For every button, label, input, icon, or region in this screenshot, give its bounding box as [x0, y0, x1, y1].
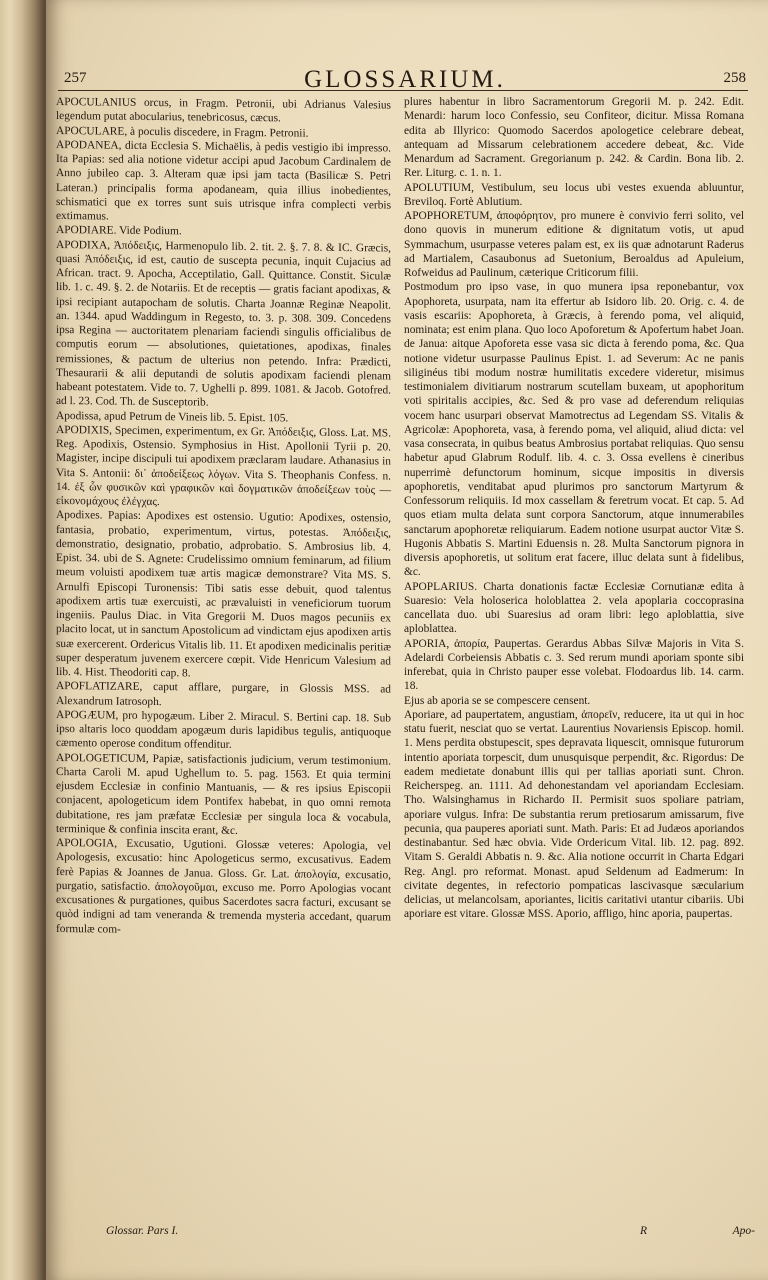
page	[46, 0, 768, 1280]
right-column	[404, 95, 744, 922]
entry-aporiare: Aporiare, ad paupertatem, angustiam, ἀπορεῖν, reducere, ita ut qui in hoc statu fuerit, nesciat quo se vertat. Laurentius Novariensis Episcop. homil. 1. Mens perdita obstupescit, spes depravata liquescit, omnisque futurorum intentio aporiata torpescit, dum unusquisque perpendit, &c. Rigordus: De eadem medietate donabunt illis qui per tallias aporiati sunt. Chron. Reicherspeg. an. 1111. Ad dehonestandam vel aporiandam Ecclesiam. Tho. Walsinghamus in Richardo II. Permisit suos spoliare patriam, aporiare vulgus. Infra: De substantia rerum pretiosarum amissarum, five pecunia, qua pauperes aporiati sunt. Math. Paris: Et ad Judæos aporiandos destinabantur. Sed hæc obvia. Vide Ordericum Vital. lib. 12. pag. 892. Vitam S. Geraldi Abbatis n. 9. &c. Alia notione occurrit in Charta Edgari Reg. Angl. pro reformat. Monast. apud Seldenum ad Eadmerum: In civitate degentes, in refectorio pompaticas lascivasque sæcularium delicias, ut melancolsam, aporiantes, licitis caritativi utantur cibariis. Ubi aporiare est vitare. Glossæ MSS. Aporio, affligo, hinc aporia, paupertas.	[404, 708, 744, 921]
catchword: Apo-	[732, 1225, 755, 1237]
entry-apodixa: APODIXA, Ἀπόδειξις, Harmenopulo lib. 2. tit. 2. §. 7. 8. & IC. Græcis, quasi Ἀπόδειξις, id est, cautio de suscepta pecunia, inquit Cujacius ad African. tract. 9. Apocha, Acceptilatio, Gall. Quittance. Constit. Siculæ lib. 1. c. 49. §. 2. de Notariis. Et de receptis — gratis faciant apodixas, & ipsi recipiant autapocham de solutis. Charta Joannæ Reginæ Neapolit. an. 1344. apud Waddingum in Regesto, to. 3. p. 308. 309. Concedens ipsa Regina — auctoritatem plenariam faciendi singulis officialibus de computis eorum — absolutiones, quietationes, apodixas, finales remissiones, & pactum de ulterius non petendo. Infra: Prædicti, Thesaurarii & alii deputandi de solutis apodixam faciendi plenam habeant potestatem. Vide to. 7. Ughelli p. 899. 1081. & Jacob. Gotofred. ad l. 23. Cod. Th. de Susceptorib.	[56, 238, 391, 409]
left-column	[56, 95, 391, 939]
entry-aporia: APORIA, ἀπορία, Paupertas. Gerardus Abbas Silvæ Majoris in Vita S. Adelardi Corbeiensis Abbatis c. 3. Sed rerum mundi aporiam sponte sibi inferebat, quia in Christo pauper esse volebat. Flodoardus lib. 14. carm. 18.	[404, 637, 744, 693]
signature-mark: R	[640, 1225, 648, 1237]
entry-apolutium: APOLUTIUM, Vestibulum, seu locus ubi vestes exuenda abluuntur, Breviloq. Fortè Ablutium.	[404, 181, 744, 208]
header-rule	[58, 90, 748, 91]
entry-apoplarius: APOPLARIUS. Charta donationis factæ Ecclesiæ Cornutianæ edita à Suaresio: Vela holoserica holoblattea 2. vela apoplaria coccoprasina cancellata duo. ubi Suaresius ad oram libri: lego aploblattia, sive aploblattea.	[404, 580, 744, 636]
entry-apoculare: APOCULARE, à poculis discedere, in Fragm. Petronii.	[56, 124, 309, 140]
verse-quote: Ejus ab aporia se se compescere censent.	[404, 694, 591, 707]
running-head	[64, 66, 746, 96]
entry-apoculanius: APOCULANIUS orcus, in Fragm. Petronii, ubi Adrianus Valesius legendum putat abocularius, tenebricosus, cæcus.	[56, 96, 391, 125]
entry-apodissa: Apodissa, apud Petrum de Vineis lib. 5. Epist. 105.	[56, 409, 289, 424]
entry-apoflatizare: APOFLATIZARE, caput afflare, purgare, in Glossis MSS. ad Alexandrum Iatrosoph.	[56, 680, 391, 708]
entry-apophoreta: Postmodum pro ipso vase, in quo munera ipsa reponebantur, vox Apophoreta, usurpata, nam ita effertur ab Isidoro lib. 20. Orig. c. 4. de vasis escariis: Apophoreta, à Græcis, à ferendo poma, vel aliquid, nominata; est enim plana. Quo loco Apoforetum & Apofertum habet Joan. de Janua: aitque Apoforeta esse vasa sic dicta à ferendo poma, &c. Qua notione videtur usurpasse Paulinus Epist. 1. ad Severum: Ac ne panis siliginéus tibi modum nostræ humilitatis excedere videretur, misimus testimonialem divitiarum nostrarum scutellam buxeam, ut apophoritum voti spiritalis accipies, &c. Sed & pro vase ad deferendum reliquias vocem hanc usurpari observat Mamotrectus ad Legendam SS. Vitalis & Agricolæ: Apophoreta, vasa, à ferendo poma, vel aliquid, aliud dicta: vel vasa consecrata, in quibus beatus Ambrosius portabat reliquias. Quo sensu habetur apud Glabrum Rodulf. lib. 4. c. 3. Ossa evellens è cineribus nuperrimè defunctorum hominum, sicque impositis in diversis apophoretis, venditabat apud plurimos pro sanctorum Martyrum & Confessorum reliquiis. Id mox cassellam & feretrum vocat. Et cap. 5. Ad quos etiam multa delata sunt corpora Sanctorum, atque innumerabiles sanctarum apophoretæ reliquiarum. Eadem notione usurpat auctor Vitæ S. Hugonis Abbatis S. Martini Eduensis n. 28. Multa Sanctorum pignora in diversis apophoretis, ut solitum erat facere, illuc delata sunt à fidelibus, &c.	[404, 281, 744, 579]
page-title: GLOSSARIUM.	[304, 66, 506, 93]
entry-apologia: APOLOGIA, Excusatio, Ugutioni. Glossæ veteres: Apologia, vel Apologesis, excusatio: hinc Apologeticus sermo, excusativus. Eadem ferè Papias & Joannes de Janua. Gloss. Gr. Lat. ἀπολογία, excusatio, purgatio, satisfactio. ἀπολογοῦμαι, excuso me. Porro Apologias vocant excusationes & purgationes, quibus Sacerdotes sacra facturi, excusant se quòd indigni ad tam veneranda & tremenda mysteria accedant, quarum formulæ com-	[56, 837, 391, 936]
entry-apogaeum: APOGÆUM, pro hypogæum. Liber 2. Miracul. S. Bertini cap. 18. Sub ipso altaris loco quoddam apogæum duris lapidibus tegulis, antiquoque cæmento operose conditum offenditur.	[56, 708, 391, 752]
entry-apodixes: Apodixes. Papias: Apodixes est ostensio. Ugutio: Apodixes, ostensio, fantasia, probatio, experimentum, virtus, potestas. Ἀπόδειξις, demonstratio, designatio, probatio, adprobatio. S. Ambrosius lib. 4. Epist. 34. ubi de S. Agnete: Crudelissimo omnium feminarum, ad filium meum voluisti apodixem tuæ artis magicæ demonstrare? Vita MS. S. Arnulfi Episcopi Turonensis: Tibi satis esse debuit, quod talentus apodixem artis tuæ exercuisti, ac prævaluisti in veneficiorum tuorum ingeniis. Paulus Diac. in Vita Gregorii M. Duos magos pecuniis ex placito locat, ut in sanctum Apostolicum ad vindictam ejus apodixen artis suæ exercerent. Ordericus Vitalis lib. 11. Et apodixen medicinalis peritiæ super desperatum juvenem exercere cœpit. Vide Henricum Valesium ad lib. 4. Hist. Theodoriti cap. 8.	[56, 509, 391, 680]
entry-apodiare: APODIARE. Vide Podium.	[56, 224, 182, 238]
page-number-left: 257	[64, 70, 87, 86]
entry-apodanea: APODANEA, dicta Ecclesia S. Michaëlis, à pedis vestigio ibi impresso. Ita Papias: sed alia notione videtur accipi apud Jacobum Cardinalem de Anno jubileo cap. 3. Alteram quæ ipsi jam tacta (Basilicæ S. Petri Lateran.) principalis forma apodaneam, quia illius inobedientes, schismatici que ex torres sunt suis utrisque infra complecti verbis extimamus.	[56, 138, 391, 223]
page-number-right: 258	[723, 70, 746, 86]
entry-apologia-cont: plures habentur in libro Sacramentorum Gregorii M. p. 242. Edit. Menardi: harum loco Confessio, seu Confiteor, dicitur. Missa Romana edita ab Illyrico: Quomodo Sacerdos apologetice celebrare debeat, antequam ad Missarum celebrationem accedere debeat, &c. Vide Menardum ad Sacrament. Gregorianum p. 242. & Cardin. Bona lib. 2. Rer. Liturg. c. 1. n. 1.	[404, 96, 744, 180]
entry-apophoretum: APOPHORETUM, ἀποφόρητον, pro munere è convivio ferri solito, vel dono quovis in munerum editione & dignitatum votis, ut apud Symmachum, usurpasse veteres palam est, ex iis quæ adnotarunt Raderus ad Martialem, Casaubonus ad Suetonium, Beroaldus ad Apuleium, Rofweidus ad Paulinum, cæterique Criticorum filii.	[404, 210, 744, 279]
facing-page-edge	[0, 0, 46, 1280]
entry-apodixis: APODIXIS, Specimen, experimentum, ex Gr. Ἀπόδειξις, Gloss. Lat. MS. Reg. Apodixis, Ostensio. Symphosius in Hist. Apollonii Tyrii p. 20. Magister, incipe discipuli tui apodixem præclaram laudare. Athanasius in Vita S. Antonii: δι᾽ ἀποδείξεως λόγων. Vita S. Theophanis Confess. n. 14. ἐξ ὧν φυσικῶν καὶ γραφικῶν καὶ δογματικῶν ἀποδείξεων τοὺς — εἰκονομάχους ἐλέγχας.	[56, 423, 391, 509]
entry-apologeticum: APOLOGETICUM, Papiæ, satisfactionis judicium, verum testimonium. Charta Caroli M. apud Ughellum to. 5. pag. 1563. Et quia termini ejusdem Ecclesiæ in confinio Mantuanis, — & res ipsius Episcopii conjacent, apologeticum idem Pontifex habebat, in quo omni remota dubitatione, res jam præfatæ Ecclesiæ per singula loca & vocabula, terminique & confinia inscita erant, &c.	[56, 751, 391, 837]
catchword-line	[640, 1225, 755, 1237]
signature-line: Glossar. Pars I.	[106, 1225, 179, 1237]
